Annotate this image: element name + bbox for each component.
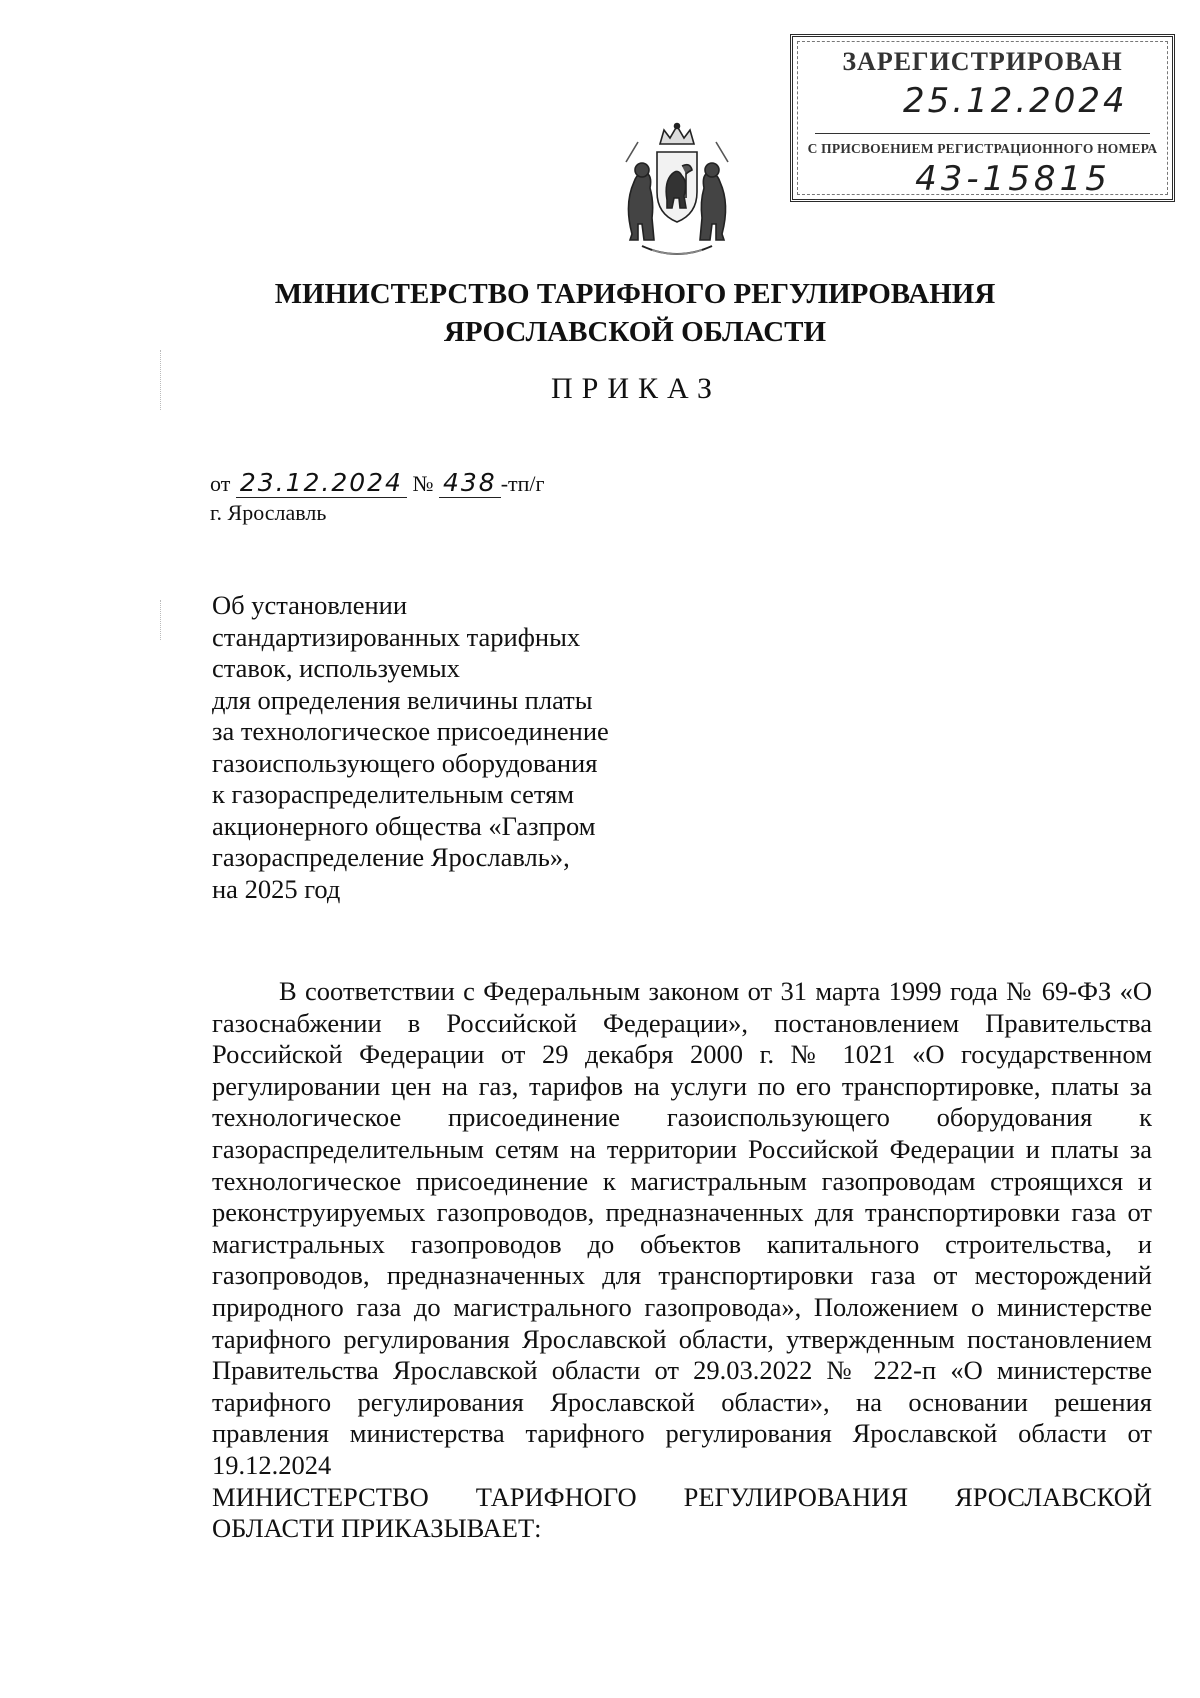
- order-title: ПРИКАЗ: [551, 372, 721, 405]
- coat-of-arms-icon: [612, 122, 742, 260]
- order-number-suffix: -тп/г: [500, 471, 545, 496]
- subject-line: акционерного общества «Газпром: [212, 810, 596, 841]
- stamp-divider: [815, 133, 1150, 134]
- order-date: 23.12.2024: [236, 468, 407, 498]
- registration-stamp: [790, 34, 1175, 202]
- ministry-heading-line2: ЯРОСЛАВСКОЙ ОБЛАСТИ: [443, 316, 827, 348]
- dateline-prefix: от: [210, 471, 231, 496]
- order-number: 438: [439, 468, 501, 498]
- subject-line: к газораспределительным сетям: [212, 779, 575, 809]
- subject-line: на 2025 год: [212, 873, 341, 904]
- order-dateline: [210, 468, 545, 497]
- stamp-divider: [815, 199, 1150, 200]
- ministry-heading-line1: МИНИСТЕРСТВО ТАРИФНОГО РЕГУЛИРОВАНИЯ: [274, 278, 996, 310]
- subject-line: газораспределение Ярославль»,: [212, 842, 570, 872]
- margin-artifact: [160, 600, 163, 640]
- stamp-subtitle: С ПРИСВОЕНИЕМ РЕГИСТРАЦИОННОГО НОМЕРА: [807, 141, 1158, 156]
- subject-line: для определения величины платы: [212, 684, 593, 715]
- directive-line2: ОБЛАСТИ ПРИКАЗЫВАЕТ:: [212, 1513, 542, 1544]
- order-city: г. Ярославль: [210, 500, 327, 525]
- stamp-title: ЗАРЕГИСТРИРОВАН: [842, 47, 1123, 76]
- directive-line1: МИНИСТЕРСТВО ТАРИФНОГО РЕГУЛИРОВАНИЯ ЯРОСЛАВСКОЙ: [212, 1481, 1152, 1512]
- subject-line: стандартизированных тарифных: [212, 621, 581, 652]
- number-sign: №: [412, 471, 434, 496]
- stamp-date: 25.12.2024: [903, 81, 1128, 121]
- ministry-heading: [0, 275, 1200, 351]
- body-paragraph: В соответствии с Федеральным законом от 31 марта 1999 года № 69-ФЗ «О газоснабжении в Российской Федерации», постановлением Правительства Российской Федерации от 29 декабря 2000 г. № 1021 «О государственном регулировании цен на газ, тарифов на услуги по его транспортировке, платы за технологическое присоединение газоиспользующего оборудования к газораспределительным сетям на территории Российской Федерации и платы за технологическое присоединение к магистральным газопроводам строящихся и реконструируемых газопроводов, предназначенных для транспортировки газа от магистральных газопроводов до объектов капитального строительства, и газопроводов, предназначенных для транспортировки газа от месторождений природного газа до магистрального газопровода», Положением о министерстве тарифного регулирования Ярославской области, утвержденным постановлением Правительства Ярославской области от 29.03.2022 № 222-п «О министерстве тарифного регулирования Ярославской области», на основании решения правления министерства тарифного регулирования Ярославской области от 19.12.2024: [212, 976, 1152, 1480]
- subject-line: газоиспользующего оборудования: [212, 747, 598, 778]
- subject-line: за технологическое присоединение: [212, 716, 609, 746]
- order-subject: [212, 590, 609, 905]
- stamp-registration-number: 43-15815: [915, 159, 1111, 199]
- subject-line: Об установлении: [212, 590, 408, 620]
- subject-line: ставок, используемых: [212, 653, 460, 683]
- order-body: [212, 976, 1152, 1545]
